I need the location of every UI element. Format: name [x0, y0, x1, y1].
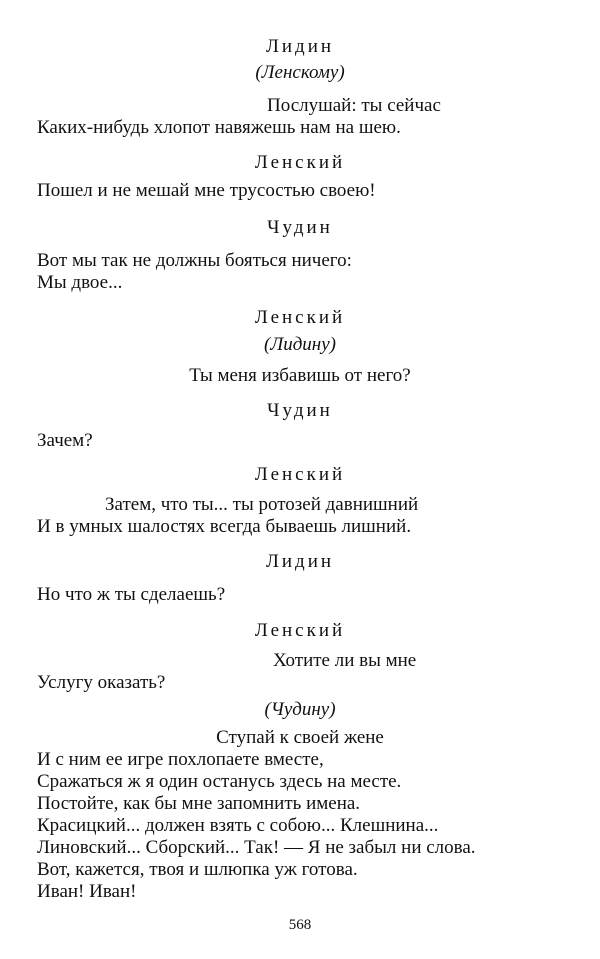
- verse-line: Постойте, как бы мне запомнить имена.: [37, 793, 361, 814]
- speaker-name: Ленский: [254, 307, 346, 328]
- speaker-name: Ленский: [254, 620, 346, 641]
- verse-line: Вот мы так не должны бояться ничего:: [37, 250, 352, 271]
- verse-line: Послушай: ты сейчас: [267, 95, 441, 116]
- speaker-name: Ленский: [254, 152, 346, 173]
- verse-line: Ступай к своей жене: [216, 727, 384, 748]
- verse-line: Сражаться ж я один останусь здесь на месте.: [37, 771, 402, 792]
- verse-line: И в умных шалостях всегда бываешь лишний.: [37, 516, 412, 537]
- speaker-name: Ленский: [254, 464, 346, 485]
- verse-line: Линовский... Сборский... Так! — Я не забыл ни слова.: [37, 837, 476, 858]
- verse-line: Иван! Иван!: [37, 881, 137, 902]
- verse-line: И с ним ее игре похлопаете вместе,: [37, 749, 324, 770]
- verse-line: Вот, кажется, твоя и шлюпка уж готова.: [37, 859, 358, 880]
- verse-line: Зачем?: [37, 430, 93, 451]
- verse-line: Каких-нибудь хлопот навяжешь нам на шею.: [37, 117, 401, 138]
- verse-line: Но что ж ты сделаешь?: [37, 584, 226, 605]
- page-number: 568: [288, 917, 312, 933]
- stage-direction: (Ленскому): [255, 62, 345, 83]
- verse-line: Затем, что ты... ты ротозей давнишний: [105, 494, 419, 515]
- verse-line: Красицкий... должен взять с собою... Клешнина...: [37, 815, 439, 836]
- verse-line: Хотите ли вы мне: [273, 650, 417, 671]
- verse-line: Пошел и не мешай мне трусостью своею!: [37, 180, 376, 201]
- verse-line: Услугу оказать?: [37, 672, 166, 693]
- stage-direction: (Чудину): [264, 699, 336, 720]
- speaker-name: Чудин: [267, 400, 333, 421]
- speaker-name: Лидин: [265, 36, 335, 57]
- speaker-name: Лидин: [265, 551, 335, 572]
- verse-line: Ты меня избавишь от него?: [189, 365, 411, 386]
- verse-line: Мы двое...: [37, 272, 123, 293]
- speaker-name: Чудин: [267, 217, 333, 238]
- stage-direction: (Лидину): [264, 334, 336, 355]
